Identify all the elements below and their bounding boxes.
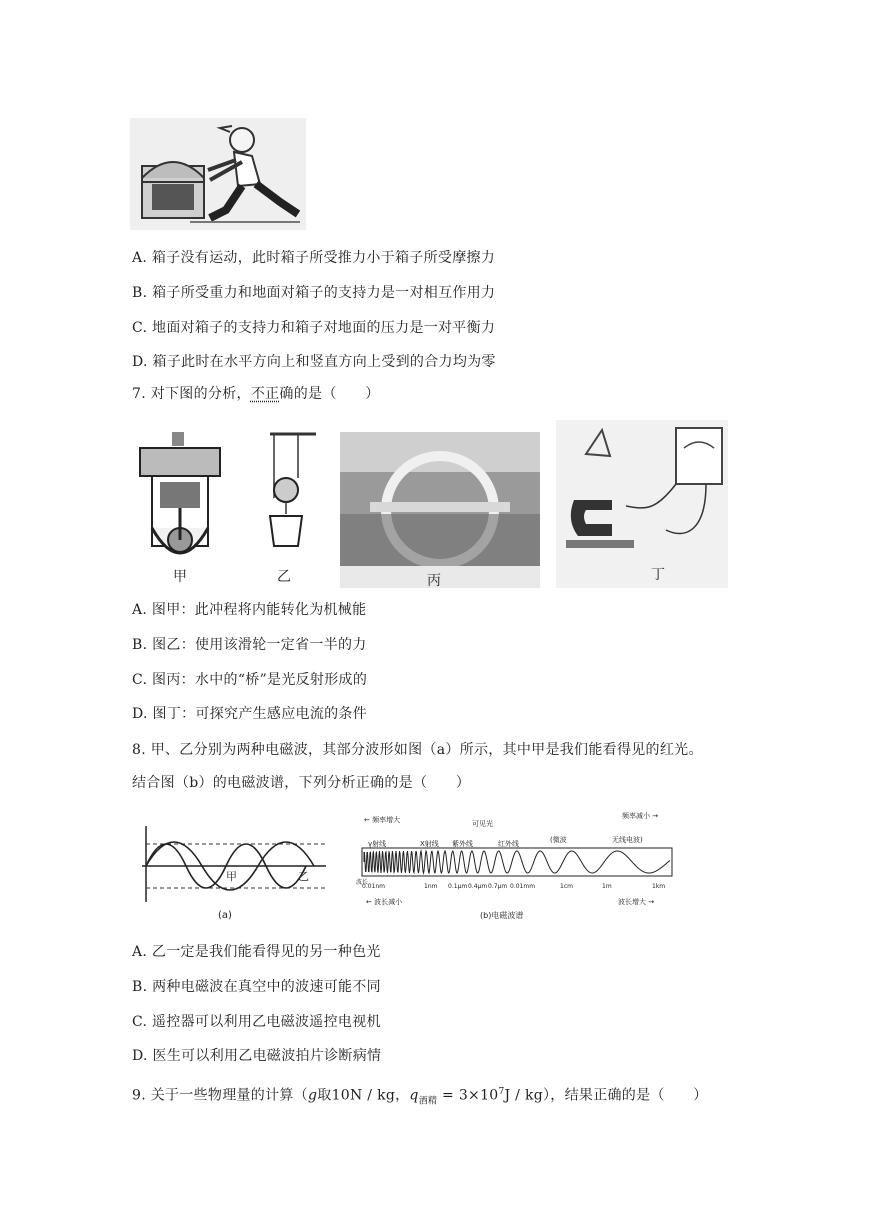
q7-option-b: B. 图乙：使用该滑轮一定省一半的力 [132,637,367,653]
q7-stem [132,384,380,404]
q7-option-d: D. 图丁：可探究产生感应电流的条件 [132,706,368,722]
q8-stem-line2: 结合图（b）的电磁波谱，下列分析正确的是（ ） [132,775,471,791]
q7-stem-emphasis: 不正 [250,386,280,402]
band-gamma: γ射线 [368,840,387,848]
q7-stem-suffix: 确的是（ ） [279,386,380,402]
q9-stem [132,1082,708,1111]
q7-option-a: A. 图甲：此冲程将内能转化为机械能 [132,602,367,618]
caption-ding: 丁 [651,567,665,583]
q9-stem-suffix: ），结果正确的是（ ） [543,1087,708,1104]
tick-1: 1nm [424,883,438,890]
q6-option-d: D. 箱子此时在水平方向上和竖直方向上受到的合力均为零 [132,354,496,370]
band-uv: 紫外线 [452,840,473,848]
caption-bing: 丙 [427,573,441,589]
spectrum-bottom-right: 波长增大 → [618,898,655,906]
wave-label-yi: 乙 [298,870,309,883]
tick-5: 0.01mm [510,883,536,890]
q9-q-symbol: q [409,1087,419,1104]
tick-8: 1km [652,883,666,890]
q7-stem-prefix: 7. 对下图的分析， [132,386,251,402]
spectrum-top-right: 频率减小 → [622,812,659,820]
tick-3: 0.4μm [468,883,488,890]
wave-label-jia: 甲 [226,870,237,883]
band-radio: 无线电波) [612,836,643,844]
band-visible: 可见光 [472,820,493,828]
q6-option-b: B. 箱子所受重力和地面对箱子的支持力是一对相互作用力 [132,285,496,301]
figure-engine-jia [130,428,230,588]
q8-option-a: A. 乙一定是我们能看得见的另一种色光 [132,944,381,960]
q7-option-c: C. 图丙：水中的“桥”是光反射形成的 [132,672,368,688]
figure-pulley-yi [252,428,322,588]
tick-6: 1cm [560,883,573,890]
q9-g-symbol: g [308,1087,318,1104]
q6-option-c: C. 地面对箱子的支持力和箱子对地面的压力是一对平衡力 [132,320,496,336]
q9-stem-prefix: 9. 关于一些物理量的计算（ [132,1087,309,1104]
q9-q-sub: 酒精 [418,1096,438,1107]
band-microwave: (微波 [550,836,567,844]
q6-option-a: A. 箱子没有运动，此时箱子所受推力小于箱子所受摩擦力 [132,250,496,266]
spectrum-top-left: ← 频率增大 [364,816,401,824]
figure-waveform-a [130,822,330,926]
q9-q-exp: 7 [498,1087,505,1097]
fig-a-caption: (a) [218,910,232,921]
q9-g-text: 取10N / kg， [317,1087,410,1104]
q8-option-c: C. 遥控器可以利用乙电磁波遥控电视机 [132,1014,381,1030]
fig-b-caption: (b)电磁波谱 [480,911,524,920]
spectrum-side-label: 波长 [356,879,369,886]
q8-option-d: D. 医生可以利用乙电磁波拍片诊断病情 [132,1048,382,1064]
tick-7: 1m [602,883,612,890]
caption-jia: 甲 [173,569,187,585]
q9-q-unit: J / kg [504,1087,543,1104]
figure-spectrum-b [356,808,680,926]
q8-option-b: B. 两种电磁波在真空中的波速可能不同 [132,979,381,995]
band-ir: 红外线 [498,840,519,848]
q8-stem-line1: 8. 甲、乙分别为两种电磁波，其部分波形如图（a）所示，其中甲是我们能看得见的红光。 [132,742,703,758]
tick-2: 0.1μm [448,883,468,890]
figure-boy-pushing-box [130,118,306,230]
band-xray: X射线 [420,840,439,848]
caption-yi: 乙 [277,569,291,585]
tick-0: 0.01nm [362,883,386,890]
spectrum-bottom-left: ← 波长减小 [366,898,403,906]
figure-bridge-bing [340,432,540,588]
q9-q-value: = 3×10 [437,1087,499,1104]
spectrum-wave [364,851,670,873]
tick-4: 0.7μm [488,883,508,890]
figure-induction-ding [556,420,728,588]
